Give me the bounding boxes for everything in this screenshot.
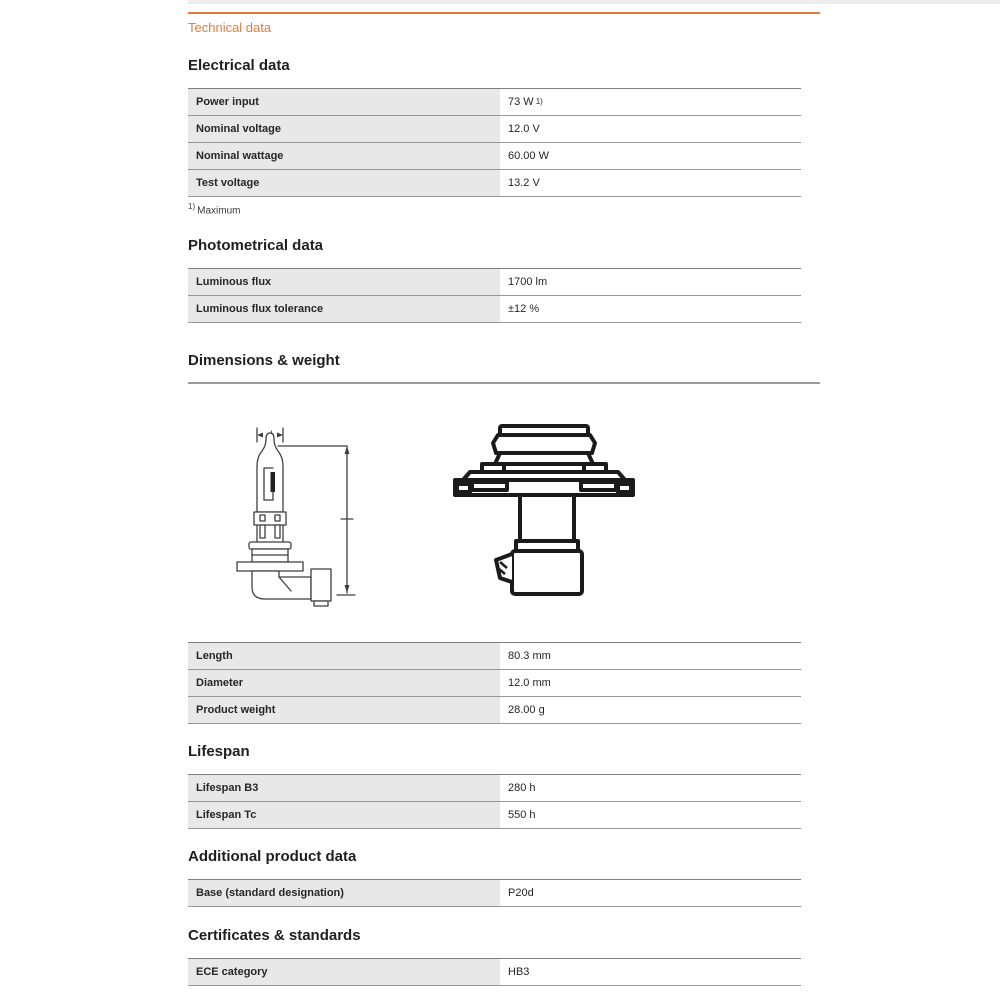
row-label: Lifespan B3	[188, 775, 500, 801]
row-label: Nominal wattage	[188, 143, 500, 169]
table-row	[188, 143, 801, 170]
section-heading-electrical: Electrical data	[188, 57, 290, 74]
row-value: P20d	[508, 887, 534, 899]
lifespan-table	[188, 774, 801, 829]
table-row	[188, 643, 801, 670]
section-heading-certificates: Certificates & standards	[188, 927, 361, 944]
row-label: Power input	[188, 89, 500, 115]
certificates-table	[188, 958, 801, 986]
row-label: Product weight	[188, 697, 500, 723]
footnote-maximum: $^{1)}$ Maximum	[188, 202, 241, 217]
row-label: Luminous flux	[188, 269, 500, 295]
bulb-base-front-view-drawing	[442, 422, 642, 597]
row-label: Test voltage	[188, 170, 500, 196]
row-value: ±12 %	[508, 303, 540, 315]
row-value: HB3	[508, 966, 530, 978]
bulb-side-view-drawing	[232, 420, 357, 610]
technical-data-link[interactable]: Technical data	[188, 20, 272, 35]
row-label: Length	[188, 643, 500, 669]
row-label: Diameter	[188, 670, 500, 696]
section-heading-lifespan: Lifespan	[188, 743, 250, 760]
table-row	[188, 880, 801, 907]
table-row	[188, 89, 801, 116]
accent-divider	[188, 12, 820, 14]
row-value: 13.2 V	[508, 177, 540, 189]
row-value: 12.0 V	[508, 123, 540, 135]
row-label: Nominal voltage	[188, 116, 500, 142]
row-label: ECE category	[188, 959, 500, 985]
table-row	[188, 775, 801, 802]
section-heading-photometrical: Photometrical data	[188, 237, 324, 254]
row-label: Lifespan Tc	[188, 802, 500, 828]
row-value: 80.3 mm	[508, 650, 551, 662]
section-heading-additional: Additional product data	[188, 848, 357, 865]
row-value: 280 h	[508, 782, 536, 794]
table-row	[188, 802, 801, 829]
row-value: 550 h	[508, 809, 536, 821]
section-divider	[188, 382, 820, 384]
dimensions-table	[188, 642, 801, 724]
section-heading-dimensions: Dimensions & weight	[188, 352, 340, 369]
photometrical-data-table	[188, 268, 801, 323]
table-row	[188, 116, 801, 143]
table-row	[188, 697, 801, 724]
row-value: 73 W $^{1)}$	[508, 96, 543, 108]
additional-data-table	[188, 879, 801, 907]
row-value: 28.00 g	[508, 704, 545, 716]
row-value: 12.0 mm	[508, 677, 551, 689]
cropped-content-strip	[188, 0, 1000, 4]
row-value: 1700 lm	[508, 276, 548, 288]
table-row	[188, 296, 801, 323]
row-value: 60.00 W	[508, 150, 549, 162]
table-row	[188, 959, 801, 986]
table-row	[188, 269, 801, 296]
electrical-data-table	[188, 88, 801, 197]
table-row	[188, 670, 801, 697]
row-label: Base (standard designation)	[188, 880, 500, 906]
table-row	[188, 170, 801, 197]
row-label: Luminous flux tolerance	[188, 296, 500, 322]
